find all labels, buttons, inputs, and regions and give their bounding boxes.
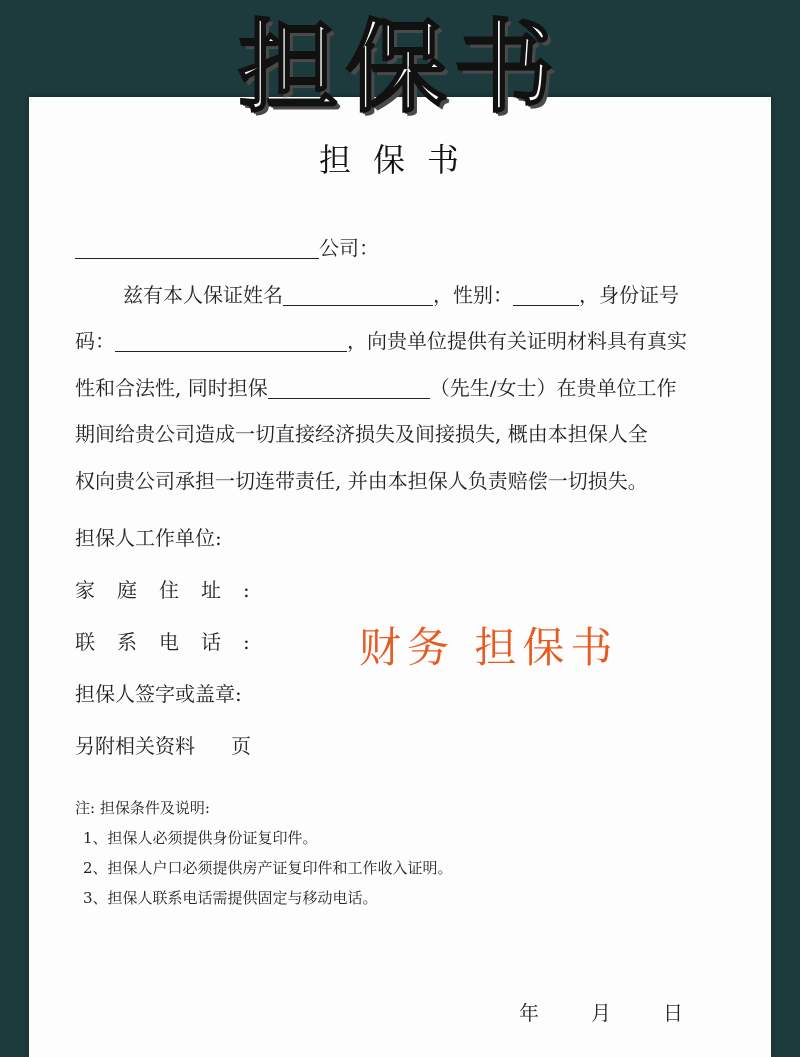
stamp-watermark: 财务 担保书 <box>359 623 619 672</box>
text-segment: （先生/女士）在贵单位工作 <box>429 376 677 400</box>
date-line <box>519 997 683 1026</box>
date-year: 年 <box>519 1001 539 1025</box>
paragraph-line-3 <box>75 372 676 401</box>
gender-blank[interactable] <box>513 283 579 306</box>
phone-field: 联系电话: <box>75 630 272 654</box>
attachments-field <box>75 730 251 759</box>
document-title: 担保书 <box>318 141 481 179</box>
note-item: 1、担保人必须提供身份证复印件。 <box>83 829 318 847</box>
text-segment: ，性别： <box>433 283 513 307</box>
text-segment: ，向贵单位提供有关证明材料具有真实 <box>347 329 687 353</box>
addressee-suffix: 公司： <box>319 236 379 260</box>
signature-field: 担保人签字或盖章: <box>75 682 242 706</box>
banner-title: 担保书 <box>238 9 562 126</box>
paragraph-line-1 <box>123 279 679 308</box>
document-page <box>29 97 771 1057</box>
text-segment: 另附相关资料 <box>75 734 195 758</box>
guaranteed-person-blank[interactable] <box>268 376 430 399</box>
address-field: 家庭住址: <box>75 578 272 602</box>
work-unit-field: 担保人工作单位: <box>75 526 222 550</box>
date-month: 月 <box>591 1001 611 1025</box>
name-blank[interactable] <box>283 283 433 306</box>
paragraph-line-4: 期间给贵公司造成一切直接经济损失及间接损失, 概由本担保人全 <box>75 422 648 446</box>
note-item: 2、担保人户口必须提供房产证复印件和工作收入证明。 <box>83 859 453 877</box>
paragraph-line-5: 权向贵公司承担一切连带责任, 并由本担保人负责赔偿一切损失。 <box>75 469 648 493</box>
text-segment: 性和合法性, 同时担保 <box>75 376 268 400</box>
date-day: 日 <box>663 1001 683 1025</box>
addressee-line <box>75 232 379 261</box>
id-number-blank[interactable] <box>115 329 347 352</box>
company-blank[interactable] <box>75 236 319 259</box>
paragraph-line-2 <box>75 325 687 354</box>
text-segment: 页 <box>231 734 251 758</box>
text-segment: 码： <box>75 329 115 353</box>
text-segment: ，身份证号 <box>579 283 679 307</box>
note-item: 3、担保人联系电话需提供固定与移动电话。 <box>83 889 378 907</box>
text-segment: 兹有本人保证姓名 <box>123 283 283 307</box>
notes-heading: 注: 担保条件及说明: <box>75 799 210 817</box>
